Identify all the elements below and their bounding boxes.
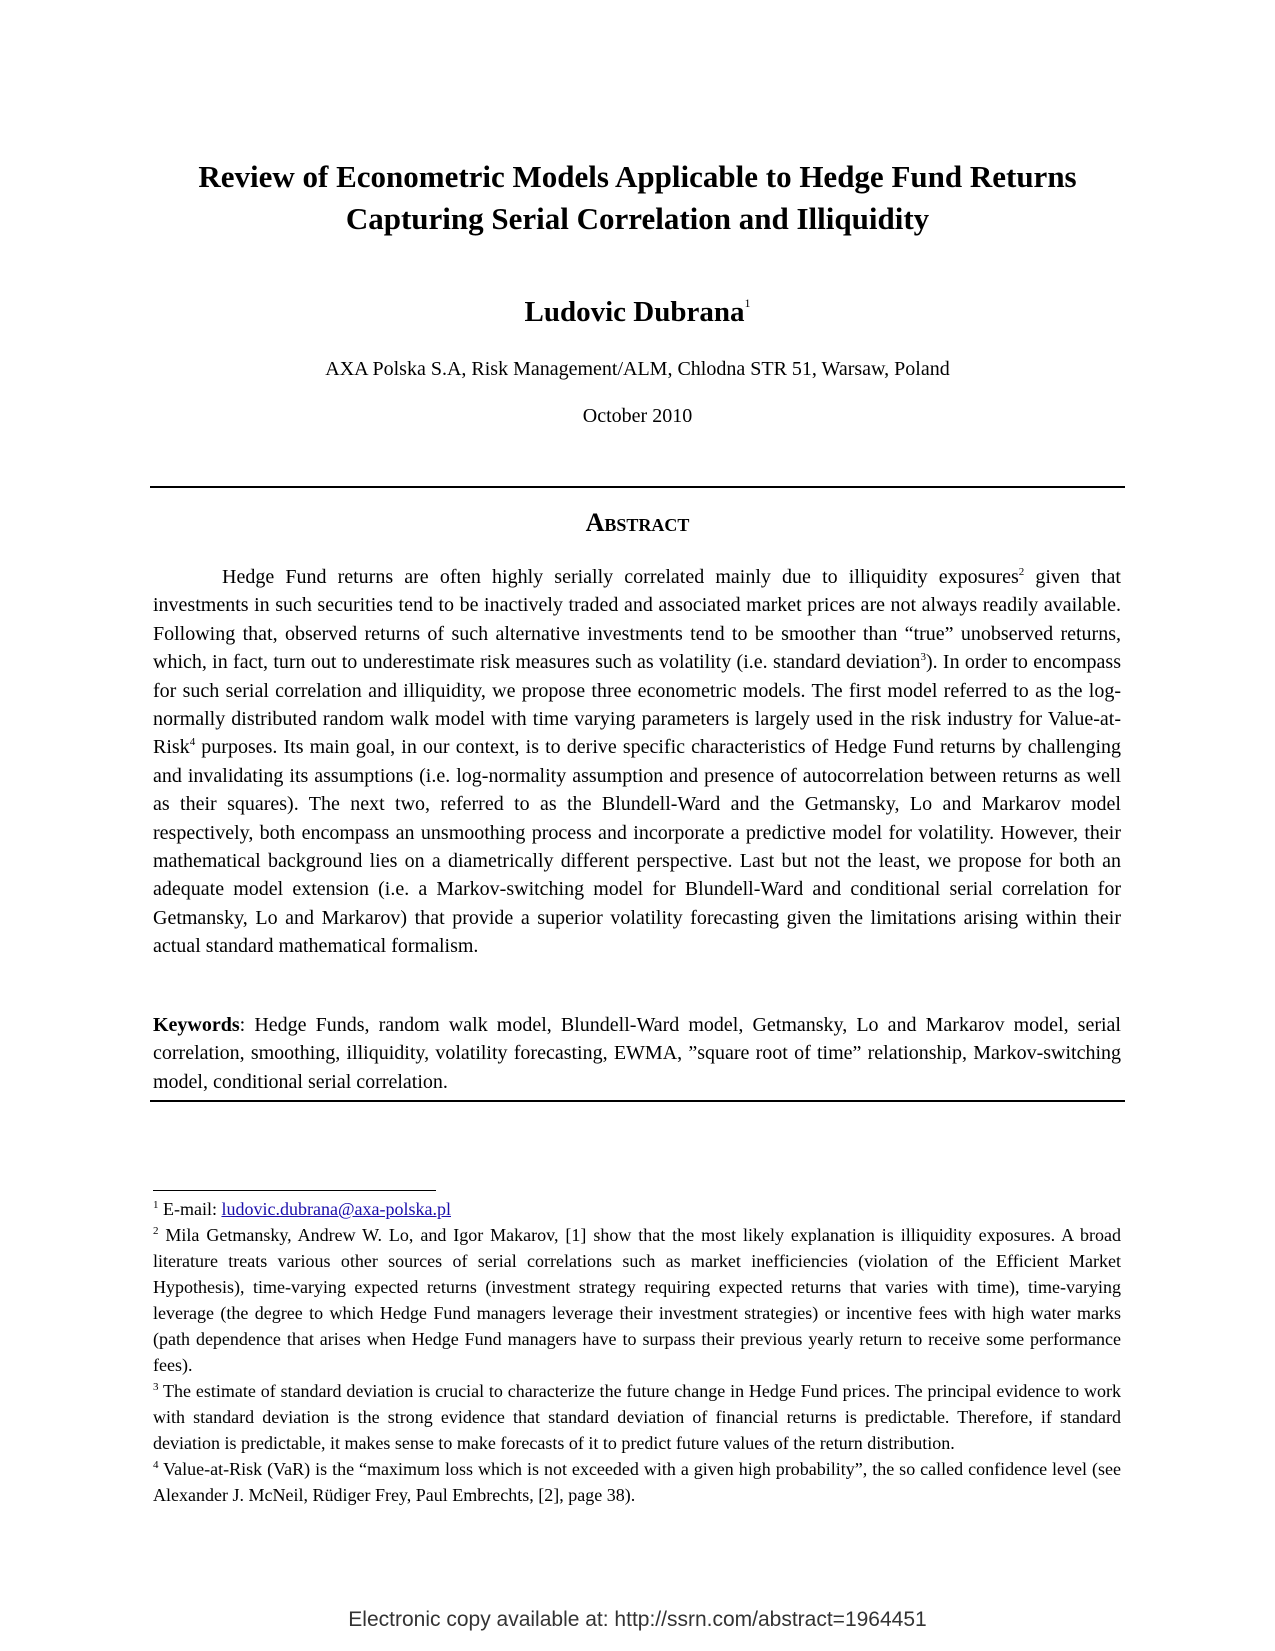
footnote-mark: 3 [153,1381,159,1393]
ssrn-availability-notice: Electronic copy available at: http://ssrn.com/abstract=1964451 [348,1608,927,1631]
author-name [140,296,1135,329]
footnote-ref-3[interactable]: 3 [920,651,926,664]
abstract-top-rule [150,486,1125,488]
footnote-ref-2[interactable]: 2 [1018,566,1025,578]
title-line-1: Review of Econometric Models Applicable to Hedge Fund Returns [198,159,1077,194]
paper-title [140,156,1135,240]
footnote-prefix: E-mail: [158,1199,222,1219]
keywords-list: : Hedge Funds, random walk model, Blundell-Ward model, Getmansky, Lo and Markarov model, serial correlation, smoothing, illiquidity, volatility forecasting, EWMA, ”square root of time” relationship, Markov-switching model, conditional serial correlation. [153,1014,1121,1093]
footnote-mark: 2 [153,1225,159,1237]
author-name-text: Ludovic Dubrana [524,296,745,328]
footnote-text: Mila Getmansky, Andrew W. Lo, and Igor Makarov, [1] show that the most likely explanation is illiquidity exposures. A broad literature treats various other sources of serial correlations such as market inefficiencies (violation of the Efficient Market Hypothesis), time-varying expected returns (investment strategy requiring expected returns that varies with time), time-varying leverage (the degree to which Hedge Fund managers leverage their investment strategies) or incentive fees with high water marks (path dependence that arises when Hedge Fund managers have to surpass their previous yearly return to receive some performance fees). [153,1225,1121,1375]
title-line-2: Capturing Serial Correlation and Illiquidity [345,201,930,236]
footnote-mark: 1 [153,1199,159,1211]
author-footnote-mark[interactable]: 1 [744,296,751,310]
abstract-text-3: ). In order to encompass for such serial correlation and illiquidity, we propose three econometric models. The first model referred to as the log-normally distributed random walk model with time varying parameters is largely used in the risk industry for Value-at-Risk [153,651,1121,759]
abstract-bottom-rule [150,1100,1125,1102]
email-link[interactable]: ludovic.dubrana@axa-polska.pl [221,1199,451,1219]
footnote-3 [153,1378,1121,1456]
footnote-mark: 4 [153,1459,159,1471]
footnote-text: The estimate of standard deviation is crucial to characterize the future change in Hedge Fund prices. The principal evidence to work with standard deviation is the strong evidence that standard deviation of financial returns is predictable. Therefore, if standard deviation is predictable, it makes sense to make forecasts of it to predict future values of the return distribution. [153,1381,1121,1453]
footnote-1 [153,1196,1121,1222]
footnote-ref-4[interactable]: 4 [189,736,196,749]
abstract-text-2: given that investments in such securities tend to be inactively traded and associated market prices are not always readily available. Following that, observed returns of such alternative investments tend to be smoother than “true” unobserved returns, which, in fact, turn out to underestimate risk measures such as volatility (i.e. standard deviation [153,566,1121,674]
abstract-heading: Abstract [585,508,690,537]
footnotes [153,1196,1121,1508]
publication-date: October 2010 [582,405,693,427]
author-affiliation: AXA Polska S.A, Risk Management/ALM, Chlodna STR 51, Warsaw, Poland [325,358,950,380]
footnote-text: Value-at-Risk (VaR) is the “maximum loss which is not exceeded with a given high probability”, the so called confidence level (see Alexander J. McNeil, Rüdiger Frey, Paul Embrechts, [2], page 38). [153,1459,1121,1505]
footnote-4 [153,1456,1121,1508]
keywords [153,1011,1121,1096]
footnote-separator [153,1190,436,1191]
abstract-body [153,563,1121,961]
keywords-label: Keywords [153,1014,240,1036]
footnote-2 [153,1222,1121,1378]
abstract-text-1: Hedge Fund returns are often highly serially correlated mainly due to illiquidity exposures [222,566,1019,588]
abstract-text-4: purposes. Its main goal, in our context, is to derive specific characteristics of Hedge Fund returns by challenging and invalidating its assumptions (i.e. log-normality assumption and presence of autocorrelation between returns as well as their squares). The next two, referred to as the Blundell-Ward and the Getmansky, Lo and Markarov model respectively, both encompass an unsmoothing process and incorporate a predictive model for volatility. However, their mathematical background lies on a diametrically different perspective. Last but not the least, we propose for both an adequate model extension (i.e. a Markov-switching model for Blundell-Ward and conditional serial correlation for Getmansky, Lo and Markarov) that provide a superior volatility forecasting given the limitations arising within their actual standard mathematical formalism. [153,736,1121,958]
